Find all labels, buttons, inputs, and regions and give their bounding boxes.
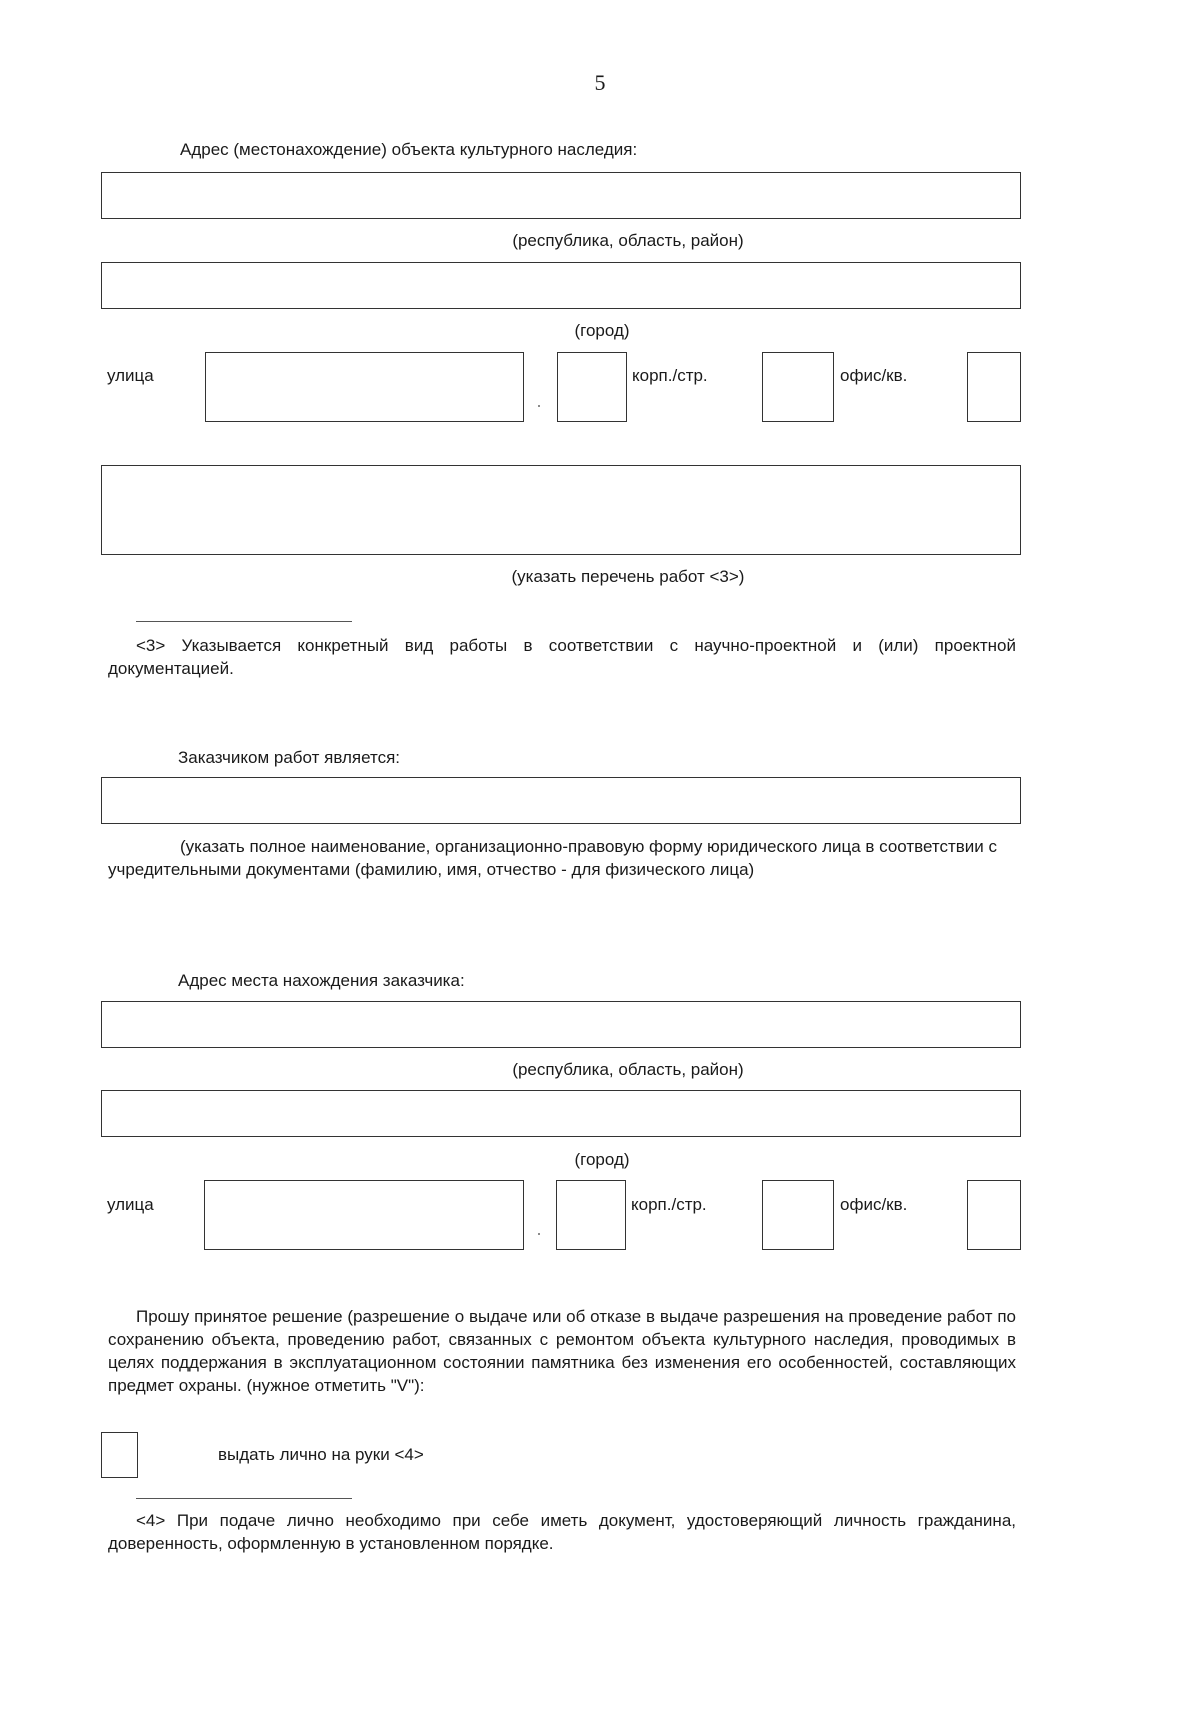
customer-caption: (указать полное наименование, организационно-правовую форму юридического лица в соответствии с учредительными документами (фамилию, имя, отчество - для физического лица) — [108, 837, 998, 879]
separator-dot — [538, 405, 540, 407]
customer-building-field[interactable] — [762, 1180, 834, 1250]
customer-city-field[interactable] — [101, 1090, 1021, 1137]
works-list-field[interactable] — [101, 465, 1021, 555]
footnote-3: <3> Указывается конкретный вид работы в соответствии с научно-проектной и (или) проектной документацией. — [108, 636, 1016, 678]
hand-delivery-label: выдать лично на руки <4> — [218, 1445, 424, 1464]
customer-office-field[interactable] — [967, 1180, 1021, 1250]
request-paragraph: Прошу принятое решение (разрешение о выдаче или об отказе в выдаче разрешения на проведение работ по сохранению объекта, проведению работ, связанных с ремонтом объекта культурного наследия, проводимых в целях поддержания в эксплуатационном состоянии памятника без изменения его особенностей, составляющих предмет охраны. (нужное отметить "V"): — [108, 1307, 1016, 1395]
customer-heading: Заказчиком работ является: — [178, 748, 400, 767]
customer-street-label: улица — [107, 1195, 154, 1214]
object-office-label: офис/кв. — [840, 366, 908, 385]
object-street-label: улица — [107, 366, 154, 385]
page-number: 5 — [594, 70, 606, 95]
separator-dot — [538, 1233, 540, 1235]
customer-street-field[interactable] — [204, 1180, 524, 1250]
footnote-divider — [136, 621, 352, 622]
object-region-caption: (республика, область, район) — [512, 231, 744, 250]
customer-region-caption: (республика, область, район) — [512, 1060, 744, 1079]
object-street-field[interactable] — [205, 352, 524, 422]
object-building-label: корп./стр. — [632, 366, 708, 385]
object-region-field[interactable] — [101, 172, 1021, 219]
object-house-field[interactable] — [557, 352, 627, 422]
object-city-field[interactable] — [101, 262, 1021, 309]
footnote-4: <4> При подаче лично необходимо при себе иметь документ, удостоверяющий личность гражданина, доверенность, оформленную в установленном порядке. — [108, 1511, 1016, 1553]
customer-office-label: офис/кв. — [840, 1195, 908, 1214]
object-address-heading: Адрес (местонахождение) объекта культурного наследия: — [180, 140, 638, 159]
customer-city-caption: (город) — [574, 1150, 630, 1169]
object-building-field[interactable] — [762, 352, 834, 422]
customer-house-field[interactable] — [556, 1180, 626, 1250]
hand-delivery-checkbox[interactable] — [101, 1432, 138, 1478]
works-list-caption: (указать перечень работ <3>) — [511, 567, 745, 586]
customer-name-field[interactable] — [101, 777, 1021, 824]
customer-region-field[interactable] — [101, 1001, 1021, 1048]
customer-building-label: корп./стр. — [631, 1195, 707, 1214]
customer-address-heading: Адрес места нахождения заказчика: — [178, 971, 465, 990]
object-office-field[interactable] — [967, 352, 1021, 422]
footnote-divider — [136, 1498, 352, 1499]
object-city-caption: (город) — [574, 321, 630, 340]
